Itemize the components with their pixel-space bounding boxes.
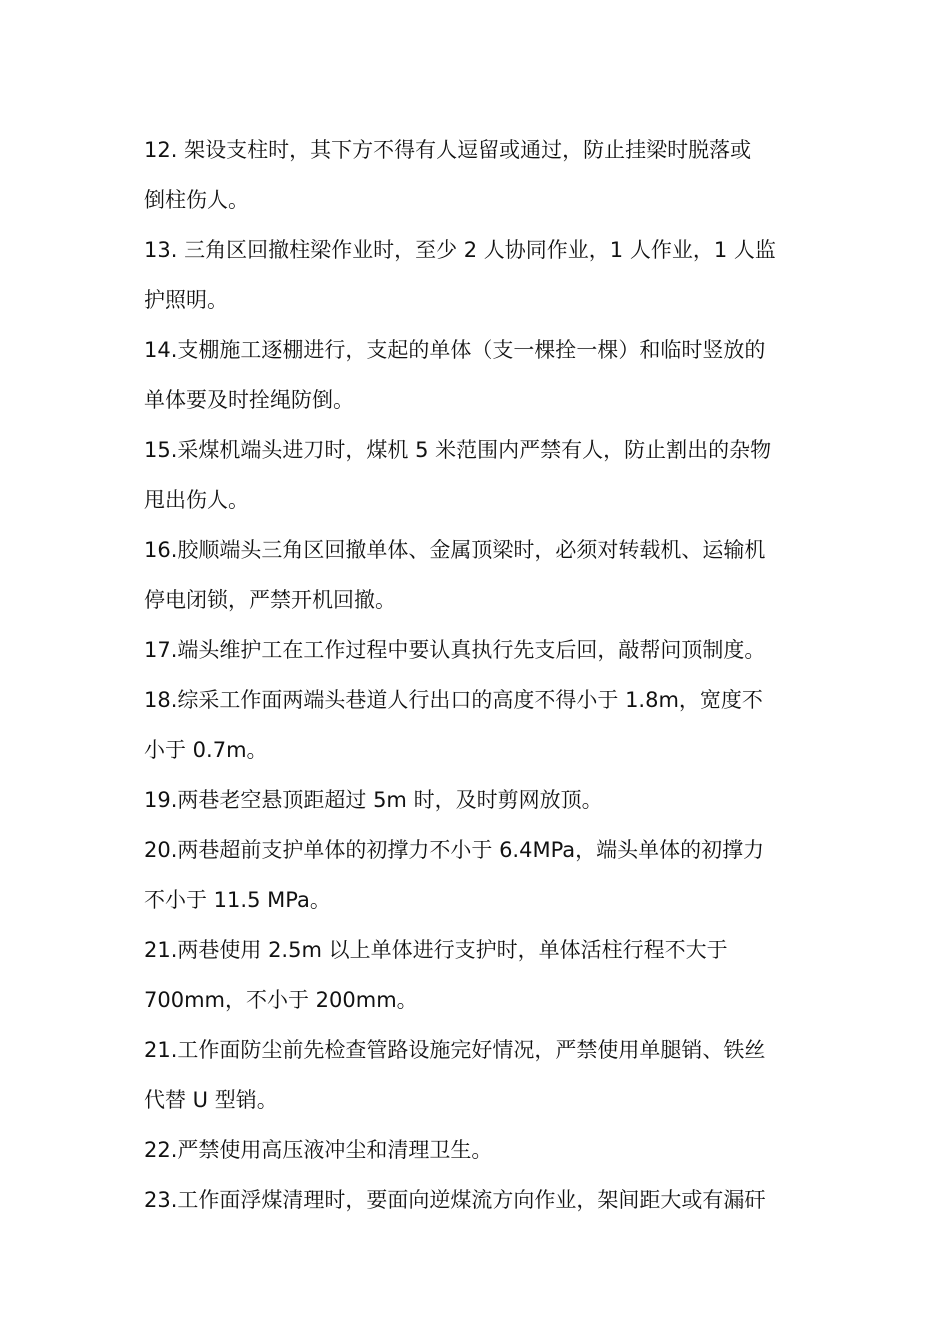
text-line: 12. 架设支柱时，其下方不得有人逗留或通过，防止挂梁时脱落或 [144,138,752,162]
text-line: 倒柱伤人。 [144,188,249,212]
text-line: 22.严禁使用高压液冲尘和清理卫生。 [144,1138,493,1162]
text-line: 20.两巷超前支护单体的初撑力不小于 6.4MPa，端头单体的初撑力 [144,838,765,862]
text-line: 21.两巷使用 2.5m 以上单体进行支护时，单体活柱行程不大于 [144,938,728,962]
text-line: 13. 三角区回撤柱梁作业时，至少 2 人协同作业，1 人作业，1 人监 [144,238,776,262]
text-line: 21.工作面防尘前先检查管路设施完好情况，严禁使用单腿销、铁丝 [144,1038,766,1062]
text-line: 代替 U 型销。 [144,1088,278,1112]
text-line: 甩出伤人。 [144,488,249,512]
text-line: 18.综采工作面两端头巷道人行出口的高度不得小于 1.8m，宽度不 [144,688,763,712]
document-body [144,125,808,1225]
text-line: 停电闭锁，严禁开机回撤。 [144,588,396,612]
text-line: 单体要及时拴绳防倒。 [144,388,354,412]
text-line: 16.胶顺端头三角区回撤单体、金属顶梁时，必须对转载机、运输机 [144,538,766,562]
text-line: 护照明。 [144,288,228,312]
text-line: 15.采煤机端头进刀时，煤机 5 米范围内严禁有人，防止割出的杂物 [144,438,772,462]
text-line: 14.支棚施工逐棚进行，支起的单体（支一棵拴一棵）和临时竖放的 [144,338,766,362]
text-line: 不小于 11.5 MPa。 [144,888,331,912]
text-line: 700mm，不小于 200mm。 [144,988,418,1012]
text-line: 17.端头维护工在工作过程中要认真执行先支后回，敲帮问顶制度。 [144,638,766,662]
text-line: 23.工作面浮煤清理时，要面向逆煤流方向作业，架间距大或有漏矸 [144,1188,766,1212]
text-line: 小于 0.7m。 [144,738,268,762]
text-line: 19.两巷老空悬顶距超过 5m 时，及时剪网放顶。 [144,788,603,812]
